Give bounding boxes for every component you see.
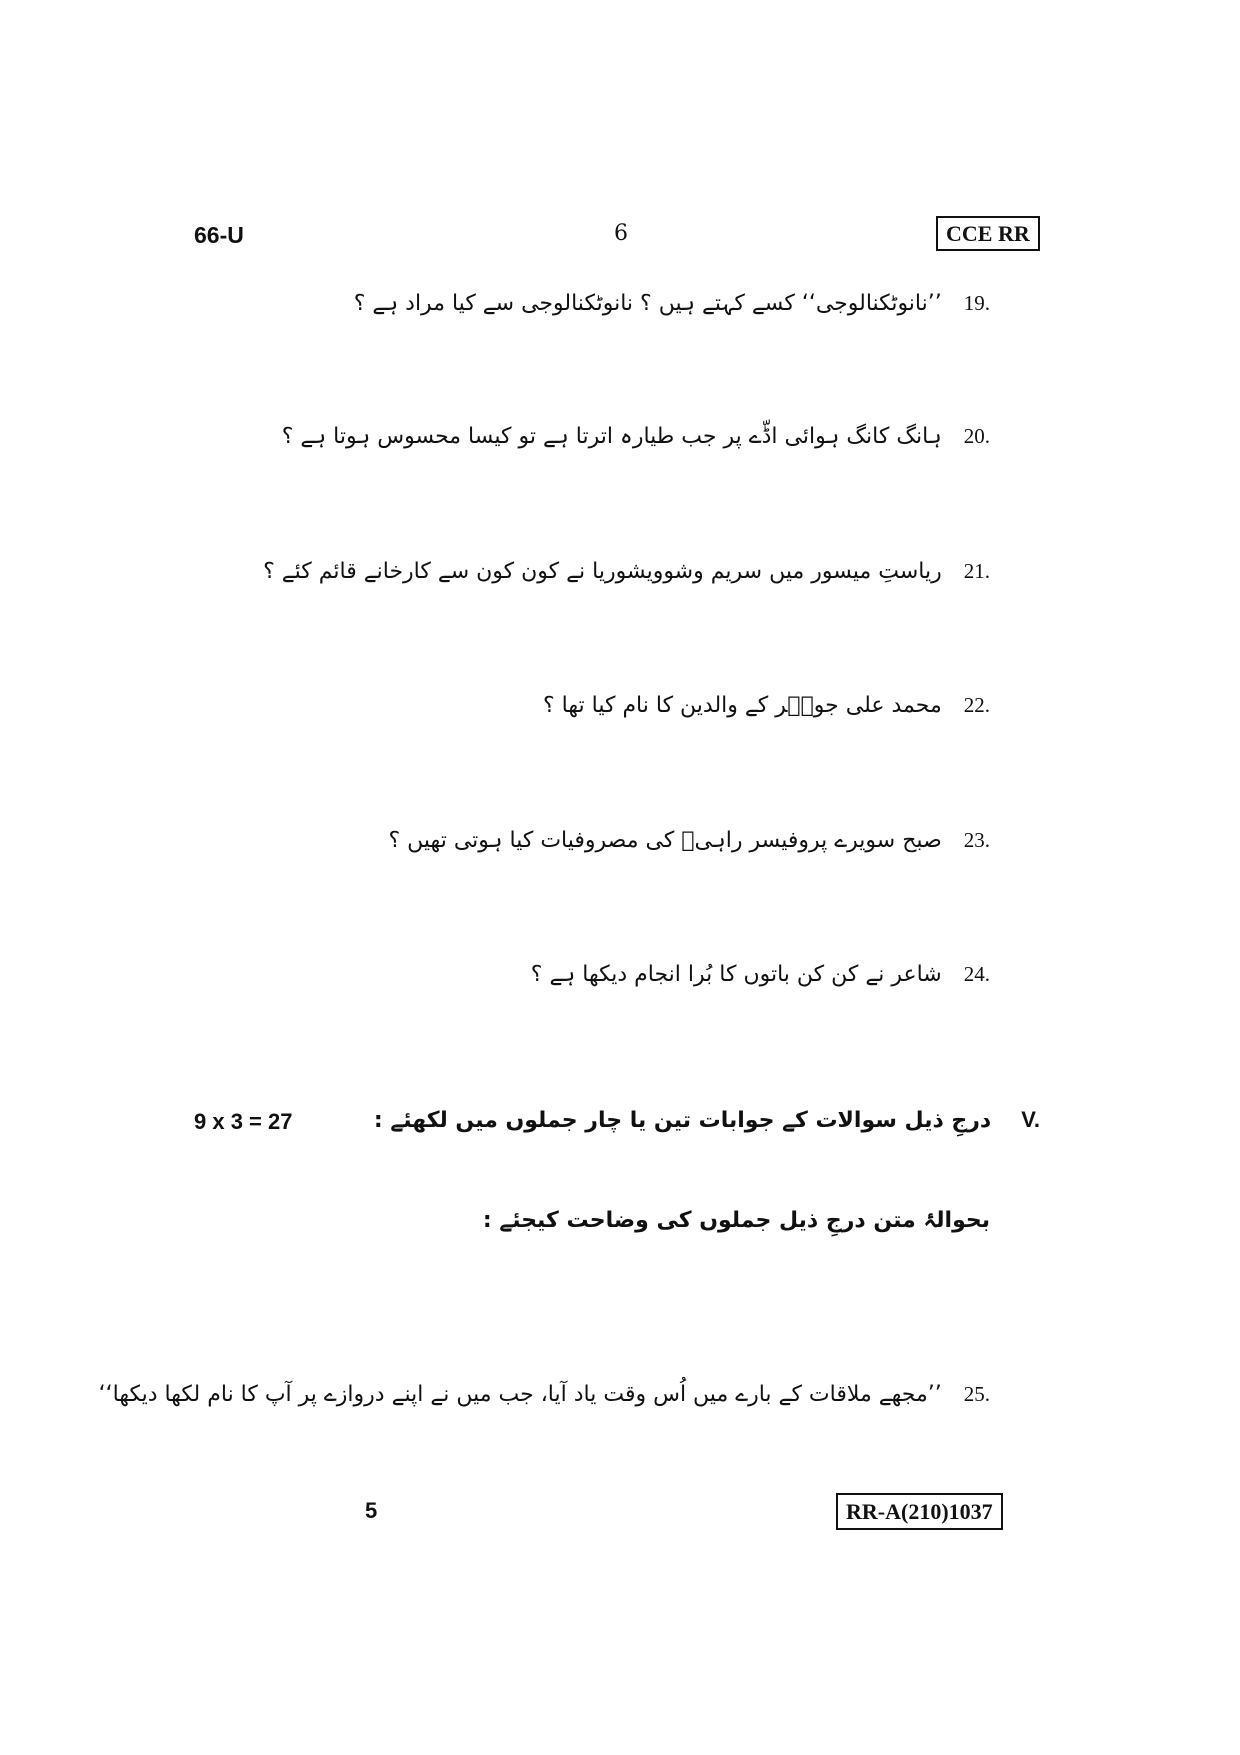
page-number: 6 (614, 221, 628, 246)
section-marks: 9 x 3 = 27 (194, 1109, 293, 1134)
question-number: 24. (963, 962, 990, 986)
footer-page-number: 5 (365, 1498, 378, 1523)
question-text: ریاستِ میسور میں سریم وشوویشوریا نے کون کون سے کارخانے قائم کئے ؟ (263, 559, 942, 584)
question-19 (354, 288, 990, 319)
question-21 (263, 556, 990, 587)
question-text: ہانگ کانگ ہوائی اڈّے پر جب طیارہ اترتا ہے تو کیسا محسوس ہوتا ہے ؟ (281, 424, 942, 449)
question-number: 22. (963, 693, 990, 717)
question-number: 23. (963, 828, 990, 852)
question-23 (389, 825, 991, 856)
question-text: شاعر نے کن کن باتوں کا بُرا انجام دیکھا ہے ؟ (530, 962, 942, 987)
question-24 (531, 959, 990, 990)
question-text: ’’مجھے ملاقات کے بارے میں اُس وقت یاد آیا، جب میں نے اپنے دروازے پر آپ کا نام لکھا دیکھا‘‘ (98, 1382, 942, 1407)
question-number: 20. (963, 424, 990, 448)
question-22 (543, 690, 990, 721)
question-number: 25. (963, 1382, 990, 1406)
question-number: 21. (963, 559, 990, 583)
section-label: V. (1021, 1107, 1040, 1132)
section-sub-instruction: بحوالۂ متن درجِ ذیل جملوں کی وضاحت کیجئے : (482, 1208, 990, 1233)
paper-code: 66-U (194, 222, 244, 248)
question-20 (282, 421, 990, 452)
section-v-heading (374, 1105, 1040, 1136)
footer-code-box: RR-A(210)1037 (836, 1493, 1003, 1530)
question-text: محمد علی جوہؔر کے والدین کا نام کیا تھا ؟ (543, 693, 942, 718)
board-label-box: CCE RR (936, 216, 1040, 251)
question-number: 19. (963, 291, 990, 315)
question-text: ’’نانوٹکنالوجی‘‘ کسے کہتے ہیں ؟ نانوٹکنالوجی سے کیا مراد ہے ؟ (353, 291, 942, 316)
section-instruction: درجِ ذیل سوالات کے جوابات تین یا چار جملوں میں لکھئے : (373, 1108, 992, 1133)
question-25 (99, 1379, 990, 1410)
question-text: صبح سویرے پروفیسر راہیؔ کی مصروفیات کیا ہوتی تھیں ؟ (388, 828, 942, 853)
